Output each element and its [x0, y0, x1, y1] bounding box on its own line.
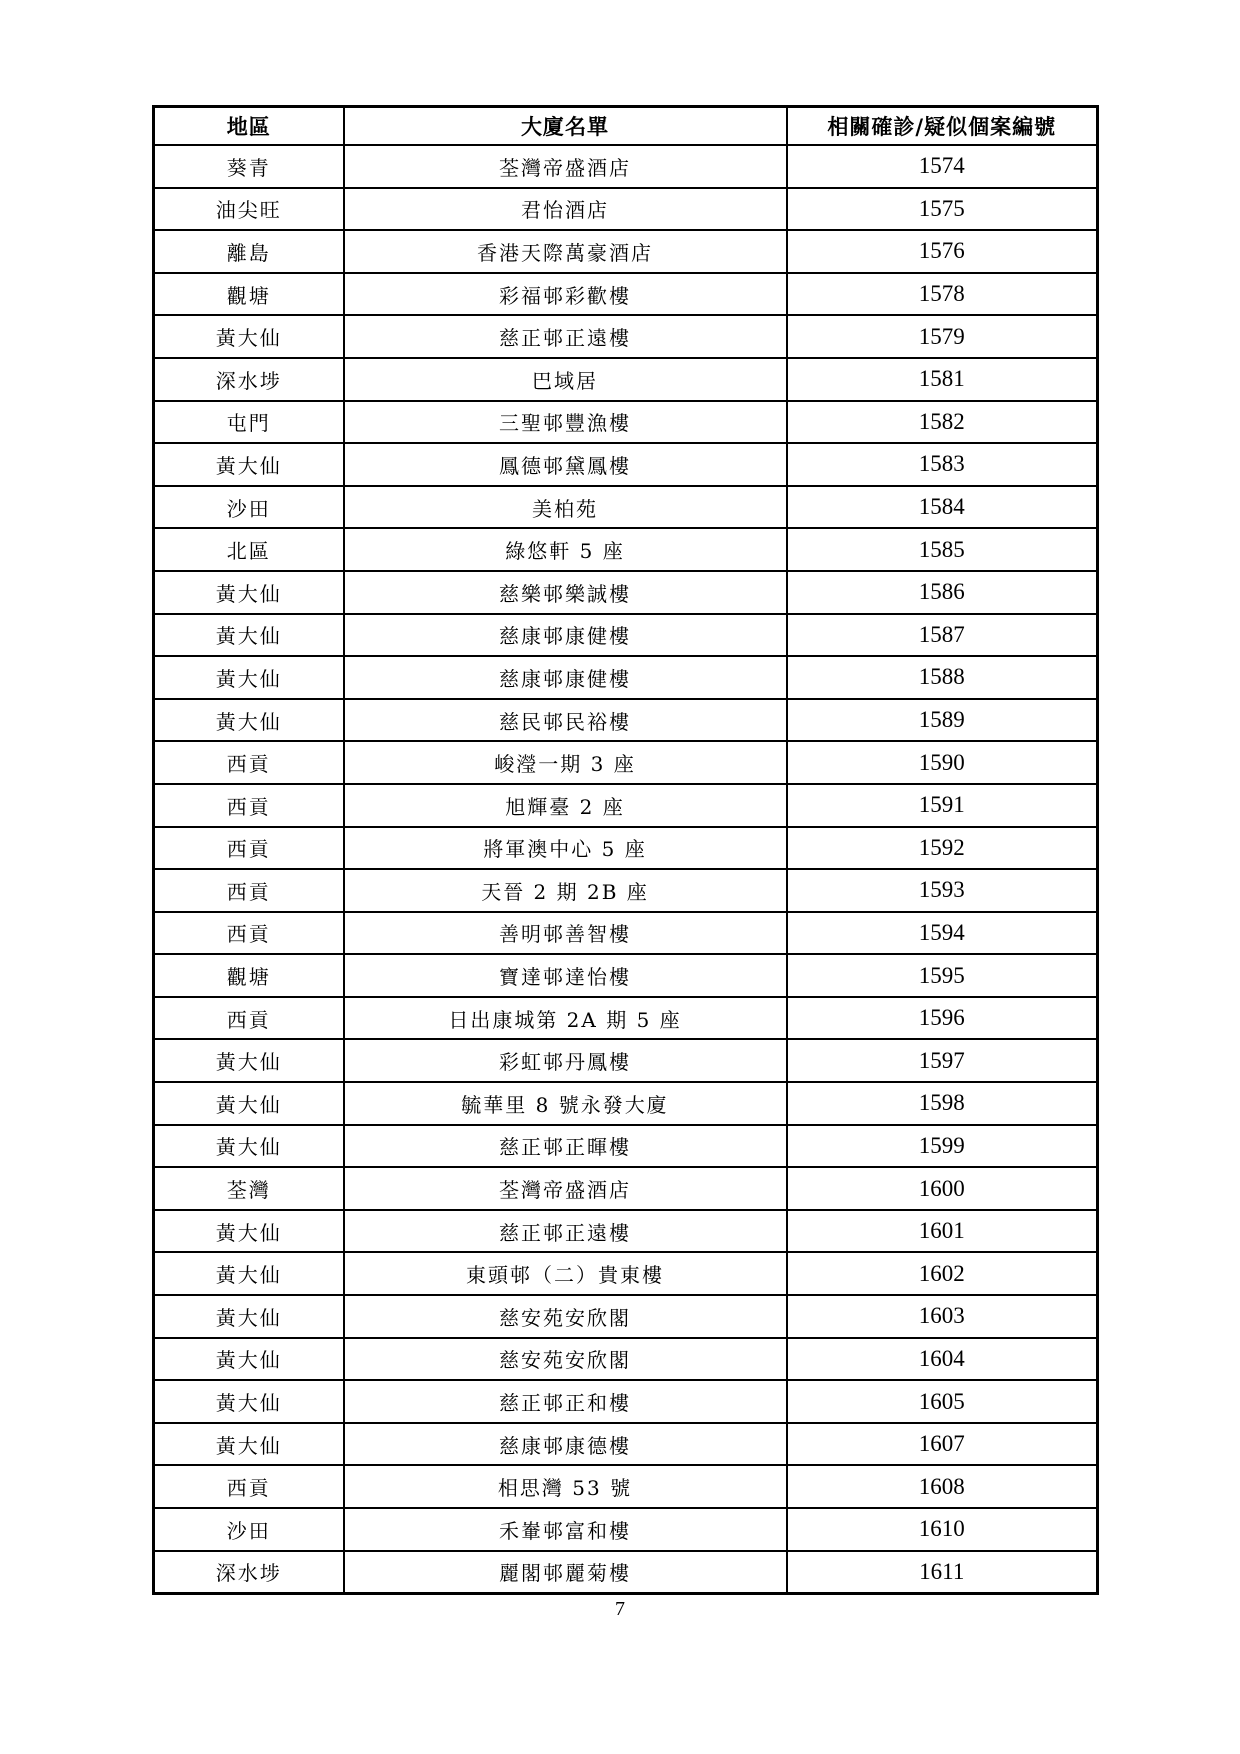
table-row — [154, 1082, 1098, 1125]
district-cell: 沙田 — [154, 1508, 344, 1551]
district-cell: 葵青 — [154, 145, 344, 188]
table-row — [154, 315, 1098, 358]
building-cell: 綠悠軒 5 座 — [344, 528, 787, 571]
building-cell: 慈康邨康健樓 — [344, 614, 787, 657]
column-header-case-number: 相關確診/疑似個案編號 — [787, 107, 1098, 146]
district-cell: 黃大仙 — [154, 315, 344, 358]
district-cell: 深水埗 — [154, 1551, 344, 1594]
building-cell: 慈民邨民裕樓 — [344, 699, 787, 742]
building-cell: 麗閣邨麗菊樓 — [344, 1551, 787, 1594]
district-cell: 黃大仙 — [154, 1039, 344, 1082]
table-row — [154, 486, 1098, 529]
district-cell: 油尖旺 — [154, 188, 344, 231]
table-row — [154, 273, 1098, 316]
district-cell: 觀塘 — [154, 954, 344, 997]
table-row — [154, 912, 1098, 955]
district-cell: 屯門 — [154, 401, 344, 444]
table-row — [154, 827, 1098, 870]
case-number-cell: 1611 — [787, 1551, 1098, 1594]
table-row — [154, 1423, 1098, 1466]
district-cell: 黃大仙 — [154, 1423, 344, 1466]
building-cell: 慈正邨正遠樓 — [344, 1210, 787, 1253]
table-row — [154, 699, 1098, 742]
district-cell: 黃大仙 — [154, 443, 344, 486]
table-row — [154, 1039, 1098, 1082]
case-number-cell: 1592 — [787, 827, 1098, 870]
table-row — [154, 145, 1098, 188]
case-number-cell: 1603 — [787, 1295, 1098, 1338]
building-cell: 禾輋邨富和樓 — [344, 1508, 787, 1551]
case-number-cell: 1576 — [787, 230, 1098, 273]
case-number-cell: 1597 — [787, 1039, 1098, 1082]
table-row — [154, 443, 1098, 486]
building-cell: 將軍澳中心 5 座 — [344, 827, 787, 870]
case-number-cell: 1601 — [787, 1210, 1098, 1253]
building-cell: 慈正邨正暉樓 — [344, 1125, 787, 1168]
building-cell: 三聖邨豐漁樓 — [344, 401, 787, 444]
column-header-building-list: 大廈名單 — [344, 107, 787, 146]
case-number-cell: 1602 — [787, 1252, 1098, 1295]
building-cell: 日出康城第 2A 期 5 座 — [344, 997, 787, 1040]
building-cell: 慈樂邨樂誠樓 — [344, 571, 787, 614]
building-cell: 慈康邨康德樓 — [344, 1423, 787, 1466]
case-number-cell: 1604 — [787, 1338, 1098, 1381]
table-header-row — [154, 107, 1098, 146]
district-cell: 黃大仙 — [154, 571, 344, 614]
case-number-cell: 1586 — [787, 571, 1098, 614]
district-cell: 黃大仙 — [154, 699, 344, 742]
table-row — [154, 1125, 1098, 1168]
district-cell: 西貢 — [154, 869, 344, 912]
case-number-cell: 1584 — [787, 486, 1098, 529]
building-cell: 美柏苑 — [344, 486, 787, 529]
table-row — [154, 869, 1098, 912]
table-row — [154, 1465, 1098, 1508]
district-cell: 觀塘 — [154, 273, 344, 316]
building-cell: 香港天際萬豪酒店 — [344, 230, 787, 273]
district-cell: 黃大仙 — [154, 1252, 344, 1295]
building-cell: 彩福邨彩歡樓 — [344, 273, 787, 316]
building-cell: 荃灣帝盛酒店 — [344, 1167, 787, 1210]
table-row — [154, 1295, 1098, 1338]
table-body — [154, 145, 1098, 1594]
table-row — [154, 1551, 1098, 1594]
case-number-cell: 1607 — [787, 1423, 1098, 1466]
table-row — [154, 1508, 1098, 1551]
case-number-cell: 1574 — [787, 145, 1098, 188]
building-cell: 旭輝臺 2 座 — [344, 784, 787, 827]
case-number-cell: 1591 — [787, 784, 1098, 827]
building-cell: 慈正邨正遠樓 — [344, 315, 787, 358]
table-row — [154, 571, 1098, 614]
case-number-cell: 1605 — [787, 1380, 1098, 1423]
table-row — [154, 1167, 1098, 1210]
district-cell: 西貢 — [154, 827, 344, 870]
case-number-cell: 1588 — [787, 656, 1098, 699]
case-number-cell: 1582 — [787, 401, 1098, 444]
building-cell: 善明邨善智樓 — [344, 912, 787, 955]
building-cell: 相思灣 53 號 — [344, 1465, 787, 1508]
case-number-cell: 1581 — [787, 358, 1098, 401]
district-cell: 離島 — [154, 230, 344, 273]
district-cell: 黃大仙 — [154, 614, 344, 657]
case-number-cell: 1590 — [787, 741, 1098, 784]
building-cell: 君怡酒店 — [344, 188, 787, 231]
case-number-cell: 1608 — [787, 1465, 1098, 1508]
district-cell: 黃大仙 — [154, 656, 344, 699]
district-cell: 西貢 — [154, 912, 344, 955]
district-cell: 黃大仙 — [154, 1295, 344, 1338]
table-row — [154, 997, 1098, 1040]
column-header-district: 地區 — [154, 107, 344, 146]
district-cell: 黃大仙 — [154, 1125, 344, 1168]
building-cell: 峻瀅一期 3 座 — [344, 741, 787, 784]
table-row — [154, 741, 1098, 784]
case-number-cell: 1610 — [787, 1508, 1098, 1551]
table-row — [154, 784, 1098, 827]
table-row — [154, 1210, 1098, 1253]
table-row — [154, 614, 1098, 657]
case-number-cell: 1578 — [787, 273, 1098, 316]
case-number-cell: 1596 — [787, 997, 1098, 1040]
case-number-cell: 1579 — [787, 315, 1098, 358]
building-cell: 毓華里 8 號永發大廈 — [344, 1082, 787, 1125]
district-cell: 黃大仙 — [154, 1338, 344, 1381]
table-row — [154, 1252, 1098, 1295]
case-number-cell: 1595 — [787, 954, 1098, 997]
case-number-cell: 1587 — [787, 614, 1098, 657]
district-cell: 荃灣 — [154, 1167, 344, 1210]
table-row — [154, 1338, 1098, 1381]
case-number-cell: 1575 — [787, 188, 1098, 231]
district-cell: 西貢 — [154, 741, 344, 784]
building-cell: 巴域居 — [344, 358, 787, 401]
case-number-cell: 1583 — [787, 443, 1098, 486]
district-cell: 西貢 — [154, 784, 344, 827]
building-cell: 彩虹邨丹鳳樓 — [344, 1039, 787, 1082]
table-row — [154, 358, 1098, 401]
table-row — [154, 188, 1098, 231]
building-cell: 東頭邨（二）貴東樓 — [344, 1252, 787, 1295]
building-cell: 寶達邨達怡樓 — [344, 954, 787, 997]
building-cell: 荃灣帝盛酒店 — [344, 145, 787, 188]
case-number-cell: 1599 — [787, 1125, 1098, 1168]
table-row — [154, 401, 1098, 444]
table-row — [154, 230, 1098, 273]
case-number-cell: 1594 — [787, 912, 1098, 955]
building-cell: 慈正邨正和樓 — [344, 1380, 787, 1423]
district-cell: 西貢 — [154, 997, 344, 1040]
case-number-cell: 1593 — [787, 869, 1098, 912]
building-cell: 天晉 2 期 2B 座 — [344, 869, 787, 912]
district-cell: 黃大仙 — [154, 1210, 344, 1253]
table-row — [154, 528, 1098, 571]
page-number: 7 — [615, 1598, 625, 1620]
building-cell: 慈安苑安欣閣 — [344, 1295, 787, 1338]
case-number-cell: 1589 — [787, 699, 1098, 742]
table-row — [154, 1380, 1098, 1423]
building-cell: 鳳德邨黛鳳樓 — [344, 443, 787, 486]
building-cell: 慈康邨康健樓 — [344, 656, 787, 699]
district-cell: 黃大仙 — [154, 1082, 344, 1125]
district-cell: 黃大仙 — [154, 1380, 344, 1423]
district-cell: 西貢 — [154, 1465, 344, 1508]
district-cell: 深水埗 — [154, 358, 344, 401]
district-cell: 沙田 — [154, 486, 344, 529]
table-row — [154, 954, 1098, 997]
case-number-cell: 1598 — [787, 1082, 1098, 1125]
case-number-cell: 1600 — [787, 1167, 1098, 1210]
case-number-cell: 1585 — [787, 528, 1098, 571]
case-list-table — [152, 105, 1099, 1595]
building-cell: 慈安苑安欣閣 — [344, 1338, 787, 1381]
table-row — [154, 656, 1098, 699]
district-cell: 北區 — [154, 528, 344, 571]
